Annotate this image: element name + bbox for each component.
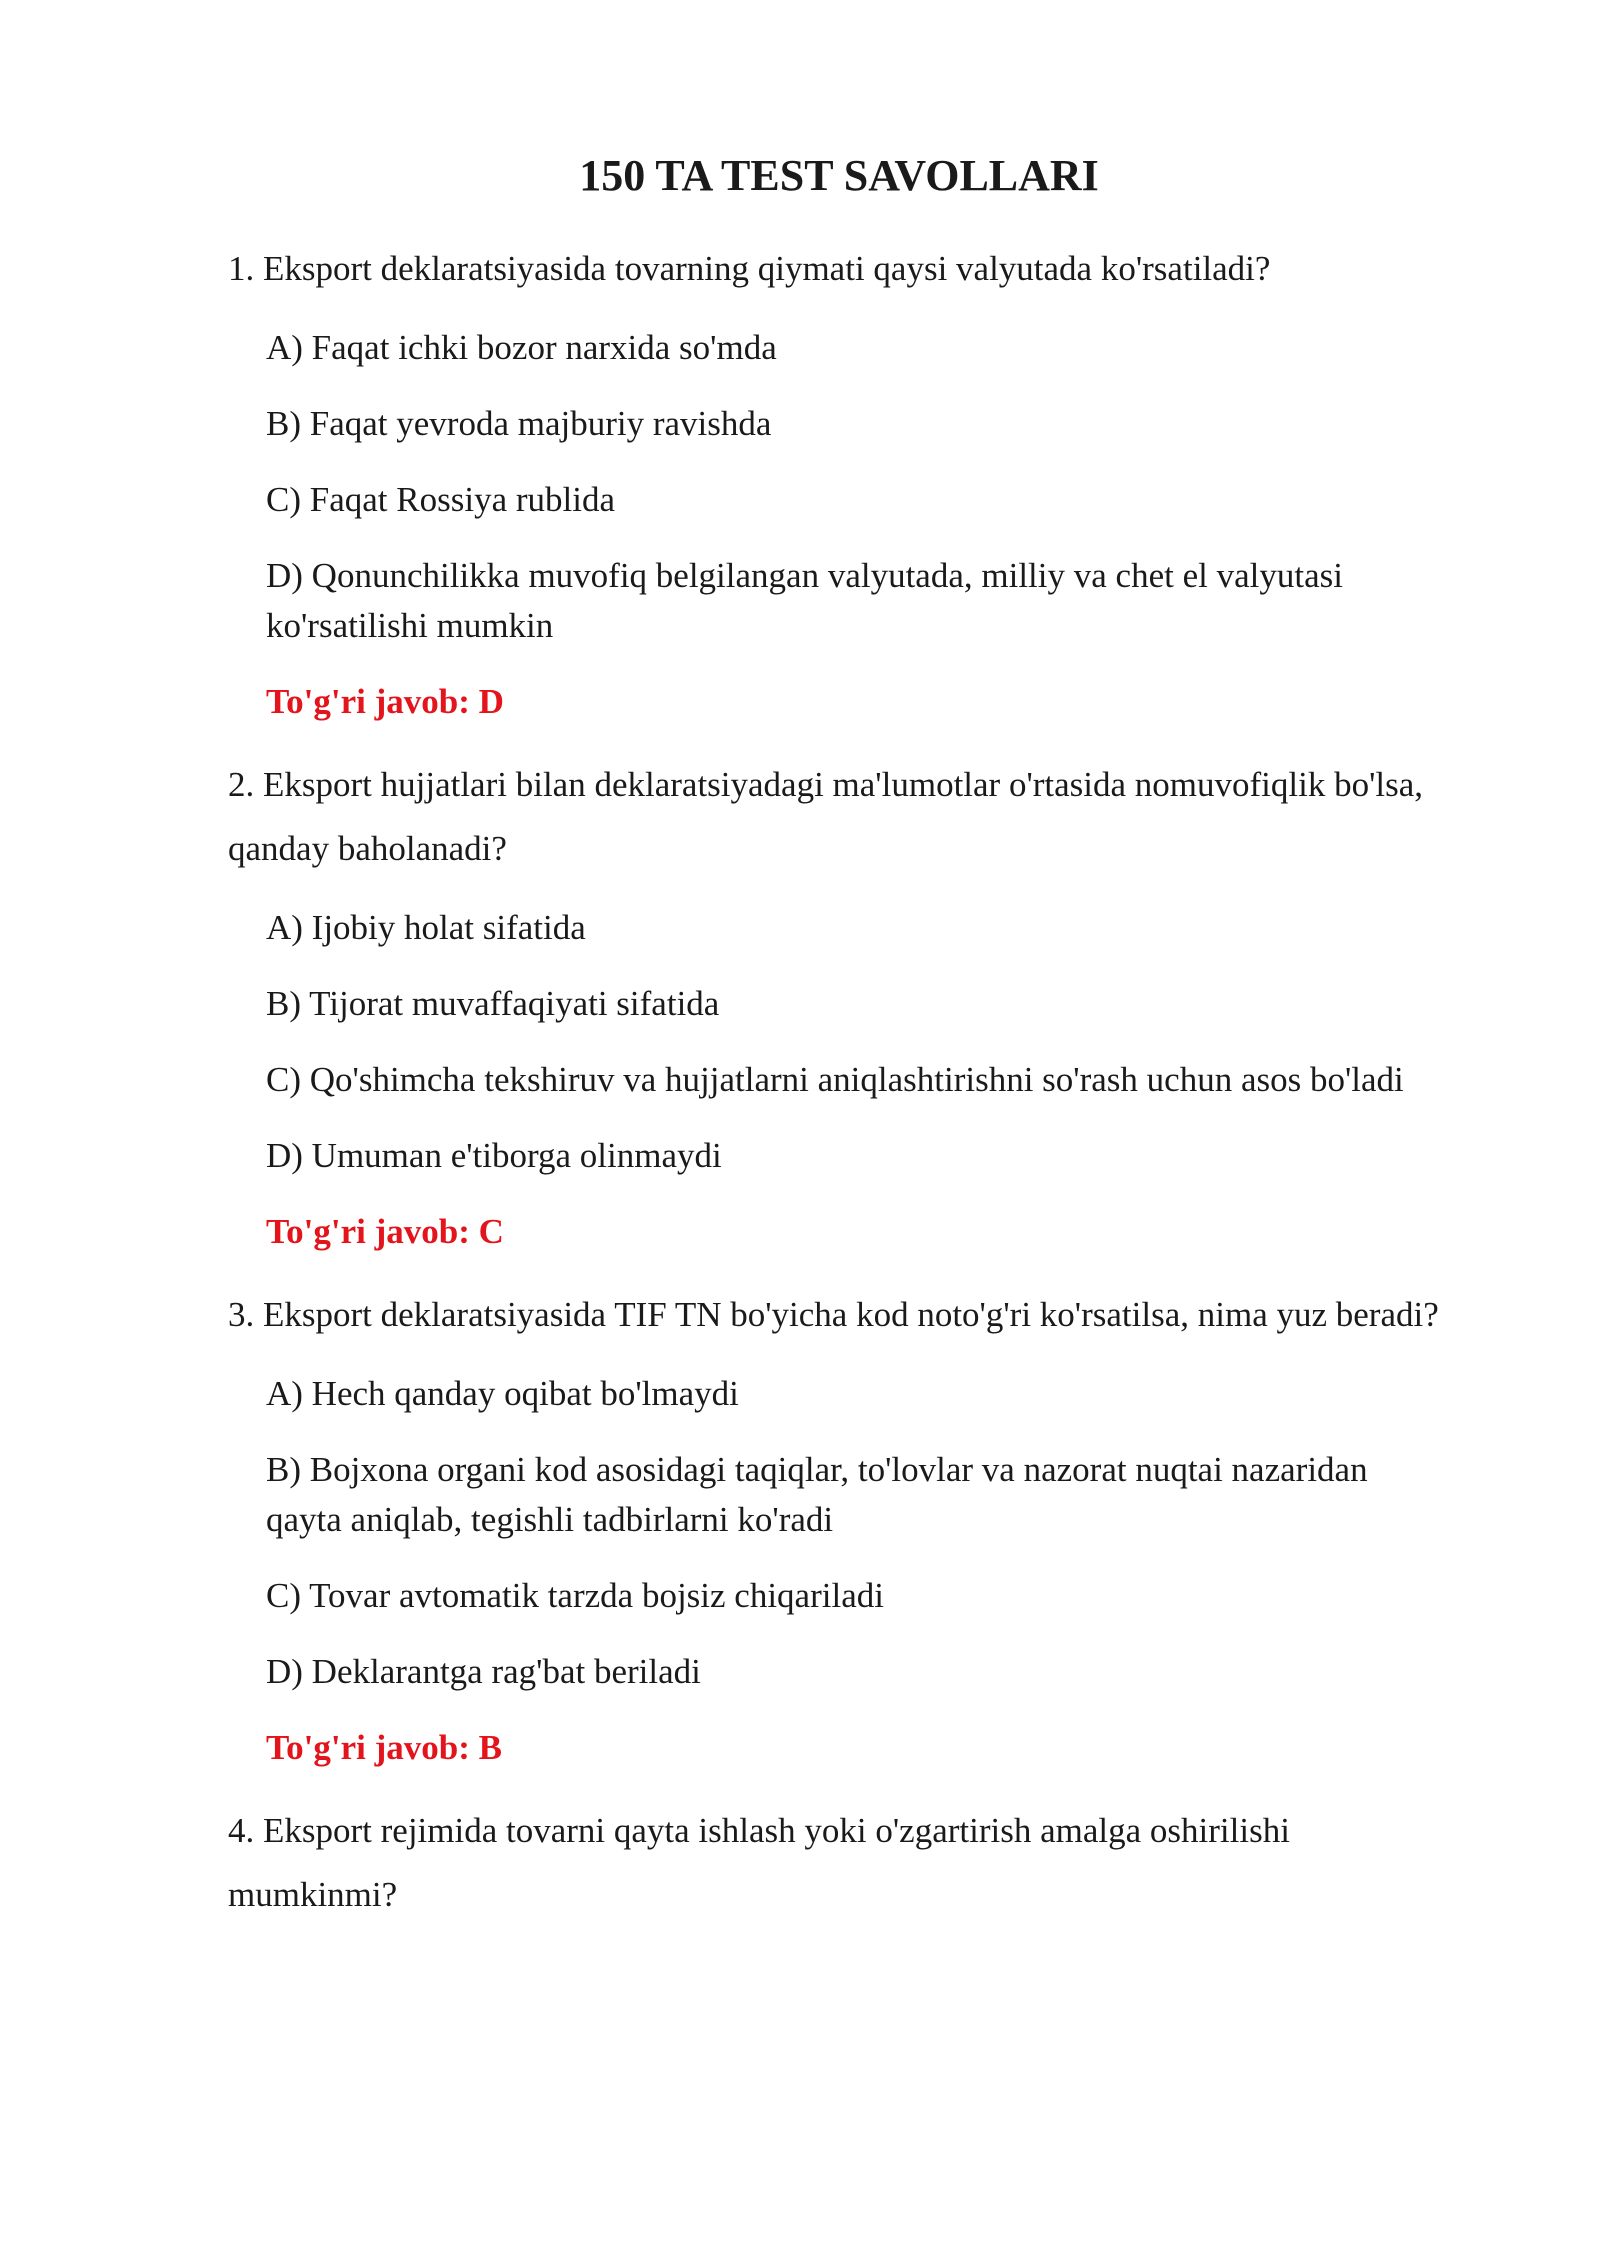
option-a: A) Ijobiy holat sifatida xyxy=(266,907,586,947)
options-list xyxy=(228,903,1450,1181)
question-4 xyxy=(228,1799,1450,1927)
option-c: C) Faqat Rossiya rublida xyxy=(266,479,615,519)
question-1 xyxy=(228,237,1450,727)
option-b: B) Bojxona organi kod asosidagi taqiqlar, to'lovlar va nazorat nuqtai nazaridan qayta aniqlab, tegishli tadbirlarni ko'radi xyxy=(266,1449,1368,1539)
question-text: 4. Eksport rejimida tovarni qayta ishlash yoki o'zgartirish amalga oshirilishi mumkinmi? xyxy=(228,1810,1290,1914)
option-c: C) Tovar avtomatik tarzda bojsiz chiqariladi xyxy=(266,1575,884,1615)
question-text: 2. Eksport hujjatlari bilan deklaratsiyadagi ma'lumotlar o'rtasida nomuvofiqlik bo'lsa, qanday baholanadi? xyxy=(228,764,1424,868)
options-list xyxy=(228,323,1450,651)
option-d: D) Deklarantga rag'bat beriladi xyxy=(266,1651,701,1691)
question-text: 3. Eksport deklaratsiyasida TIF TN bo'yicha kod noto'g'ri ko'rsatilsa, nima yuz beradi? xyxy=(228,1294,1439,1334)
option-c: C) Qo'shimcha tekshiruv va hujjatlarni aniqlashtirishni so'rash uchun asos bo'ladi xyxy=(266,1059,1404,1099)
correct-answer: To'g'ri javob: D xyxy=(266,681,504,721)
option-a: A) Hech qanday oqibat bo'lmaydi xyxy=(266,1373,739,1413)
options-list xyxy=(228,1369,1450,1697)
question-2 xyxy=(228,753,1450,1257)
option-a: A) Faqat ichki bozor narxida so'mda xyxy=(266,327,777,367)
option-d: D) Umuman e'tiborga olinmaydi xyxy=(266,1135,722,1175)
option-b: B) Tijorat muvaffaqiyati sifatida xyxy=(266,983,720,1023)
correct-answer: To'g'ri javob: C xyxy=(266,1211,504,1251)
question-3 xyxy=(228,1283,1450,1773)
document-title: 150 TA TEST SAVOLLARI xyxy=(579,151,1099,200)
option-b: B) Faqat yevroda majburiy ravishda xyxy=(266,403,772,443)
correct-answer: To'g'ri javob: B xyxy=(266,1727,502,1767)
question-text: 1. Eksport deklaratsiyasida tovarning qiymati qaysi valyutada ko'rsatiladi? xyxy=(228,248,1271,288)
option-d: D) Qonunchilikka muvofiq belgilangan valyutada, milliy va chet el valyutasi ko'rsatilishi mumkin xyxy=(266,555,1343,645)
